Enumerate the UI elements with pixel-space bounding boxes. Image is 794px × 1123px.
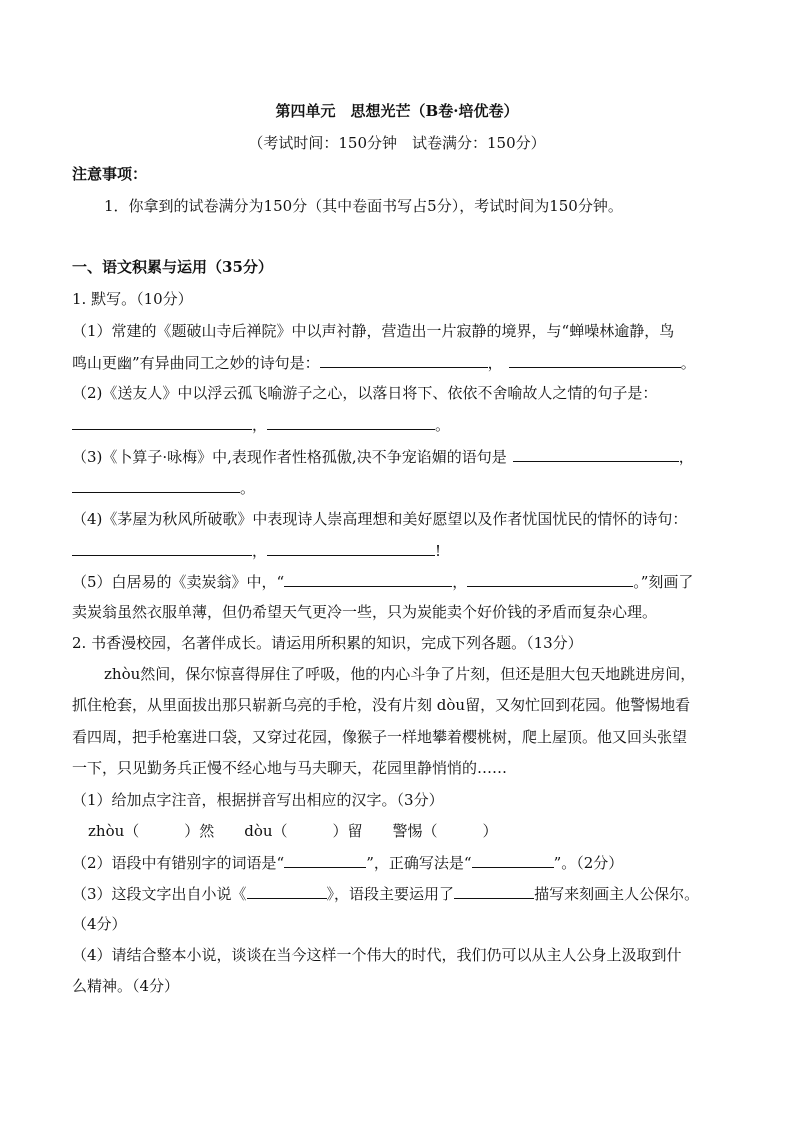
- answer-blank[interactable]: [247, 883, 327, 899]
- q1-s1-line1: （1）常建的《题破山寺后禅院》中以声衬静，营造出一片寂静的境界，与“蝉噪林逾静，鸟: [72, 322, 675, 340]
- notice-item-1: 1．你拿到的试卷满分为150分（其中卷面书写占5分），考试时间为150分钟。: [104, 197, 623, 215]
- q1-s5-line2: 卖炭翁虽然衣服单薄，但仍希望天气更冷一些，只为炭能卖个好价钱的矛盾而复杂心理。: [72, 603, 658, 621]
- q1-s2-sep: ，: [252, 416, 268, 434]
- answer-blank[interactable]: [72, 540, 252, 556]
- notice-heading: 注意事项：: [72, 165, 148, 183]
- q1-s4-line2: [72, 540, 722, 561]
- q2-s1-items: zhòu（ ）然 dòu（ ）留 警惕（ ）: [88, 822, 498, 840]
- q1-s5-line1: [72, 571, 722, 592]
- q1-s2-end: 。: [435, 416, 451, 434]
- q1-s1-text: 鸣山更幽”有异曲同工之妙的诗句是：: [72, 354, 320, 372]
- page-subtitle: （考试时间：150分钟 试卷满分：150分）: [248, 134, 546, 152]
- answer-blank[interactable]: [72, 414, 252, 430]
- page-title: 第四单元 思想光芒（B卷·培优卷）: [275, 102, 519, 120]
- q1-s2-line1: （2)《送友人》中以浮云孤飞喻游子之心，以落日将下、依依不舍喻故人之情的句子是：: [72, 384, 658, 402]
- q1-s1-end: 。: [680, 354, 696, 372]
- q1-s3-line2: [72, 477, 722, 498]
- q2-passage-line1: zhòu然间，保尔惊喜得屏住了呼吸，他的内心斗争了片刻，但还是胆大包天地跳进房间，: [104, 665, 696, 683]
- q2-s2-text: （2）语段中有错别字的词语是“: [72, 854, 285, 872]
- q2-s1: （1）给加点字注音，根据拼音写出相应的汉字。（3分）: [72, 791, 444, 809]
- q2-s2: [72, 852, 722, 873]
- q1-s5-end: 。”刻画了: [633, 573, 694, 591]
- answer-blank[interactable]: [320, 352, 488, 368]
- q1-s3-text: （3)《卜算子·咏梅》中,表现作者性格孤傲,决不争宠谄媚的语句是: [72, 448, 507, 466]
- q2-passage-line2: 抓住枪套，从里面拔出那只崭新乌亮的手枪，没有片刻 dòu留，又匆忙回到花园。他警惕地看: [72, 696, 691, 714]
- q2-s3: [72, 883, 722, 904]
- q2-passage-line4: 一下，只见勤务兵正慢不经心地与马夫聊天，花园里静悄悄的……: [72, 759, 508, 777]
- q2-title: 2. 书香漫校园，名著伴成长。请运用所积累的知识，完成下列各题。（13分）: [72, 634, 583, 652]
- q1-s4-line1: （4)《茅屋为秋风所破歌》中表现诗人崇高理想和美好愿望以及作者忧国忧民的情怀的诗句：: [72, 510, 688, 528]
- answer-blank[interactable]: [467, 571, 633, 587]
- answer-blank[interactable]: [72, 477, 240, 493]
- answer-blank[interactable]: [513, 446, 679, 462]
- section-1-heading: 一、语文积累与运用（35分）: [72, 258, 273, 276]
- q1-s5-sep: ，: [452, 573, 468, 591]
- q1-title: 1. 默写。（10分）: [72, 290, 193, 308]
- answer-blank[interactable]: [284, 571, 452, 587]
- answer-blank[interactable]: [509, 352, 681, 368]
- q2-s4-line1: （4）请结合整本小说，谈谈在当今这样一个伟大的时代，我们仍可以从主人公身上汲取到什: [72, 946, 682, 964]
- q1-s3-sep: ，: [678, 448, 694, 466]
- q2-s4-line2: 么精神。（4分）: [72, 977, 180, 995]
- answer-blank[interactable]: [267, 540, 435, 556]
- q1-s4-end: !: [435, 542, 442, 560]
- q2-s3-line2: （4分）: [72, 915, 127, 933]
- answer-blank[interactable]: [454, 883, 534, 899]
- q1-s1-line2: [72, 352, 722, 373]
- q2-passage-line3: 看四周，把手枪塞进口袋，又穿过花园，像猴子一样地攀着樱桃树，爬上屋顶。他又回头张望: [72, 728, 688, 746]
- answer-blank[interactable]: [284, 852, 366, 868]
- q1-s1-sep: ，: [487, 354, 503, 372]
- q1-s3-line1: [72, 446, 722, 467]
- q2-s2-mid: ”，正确写法是“: [366, 854, 472, 872]
- q2-s3-text: （3）这段文字出自小说《: [72, 885, 247, 903]
- q2-s3-end: 描写来刻画主人公保尔。: [534, 885, 700, 903]
- answer-blank[interactable]: [472, 852, 554, 868]
- q2-s3-mid: 》，语段主要运用了: [326, 885, 455, 903]
- q1-s3-end: 。: [240, 479, 256, 497]
- answer-blank[interactable]: [267, 414, 435, 430]
- q1-s5-text: （5）白居易的《卖炭翁》中，“: [72, 573, 285, 591]
- q1-s2-line2: [72, 414, 722, 435]
- q1-s4-sep: ，: [252, 542, 268, 560]
- q2-s2-end: ”。（2分）: [553, 854, 624, 872]
